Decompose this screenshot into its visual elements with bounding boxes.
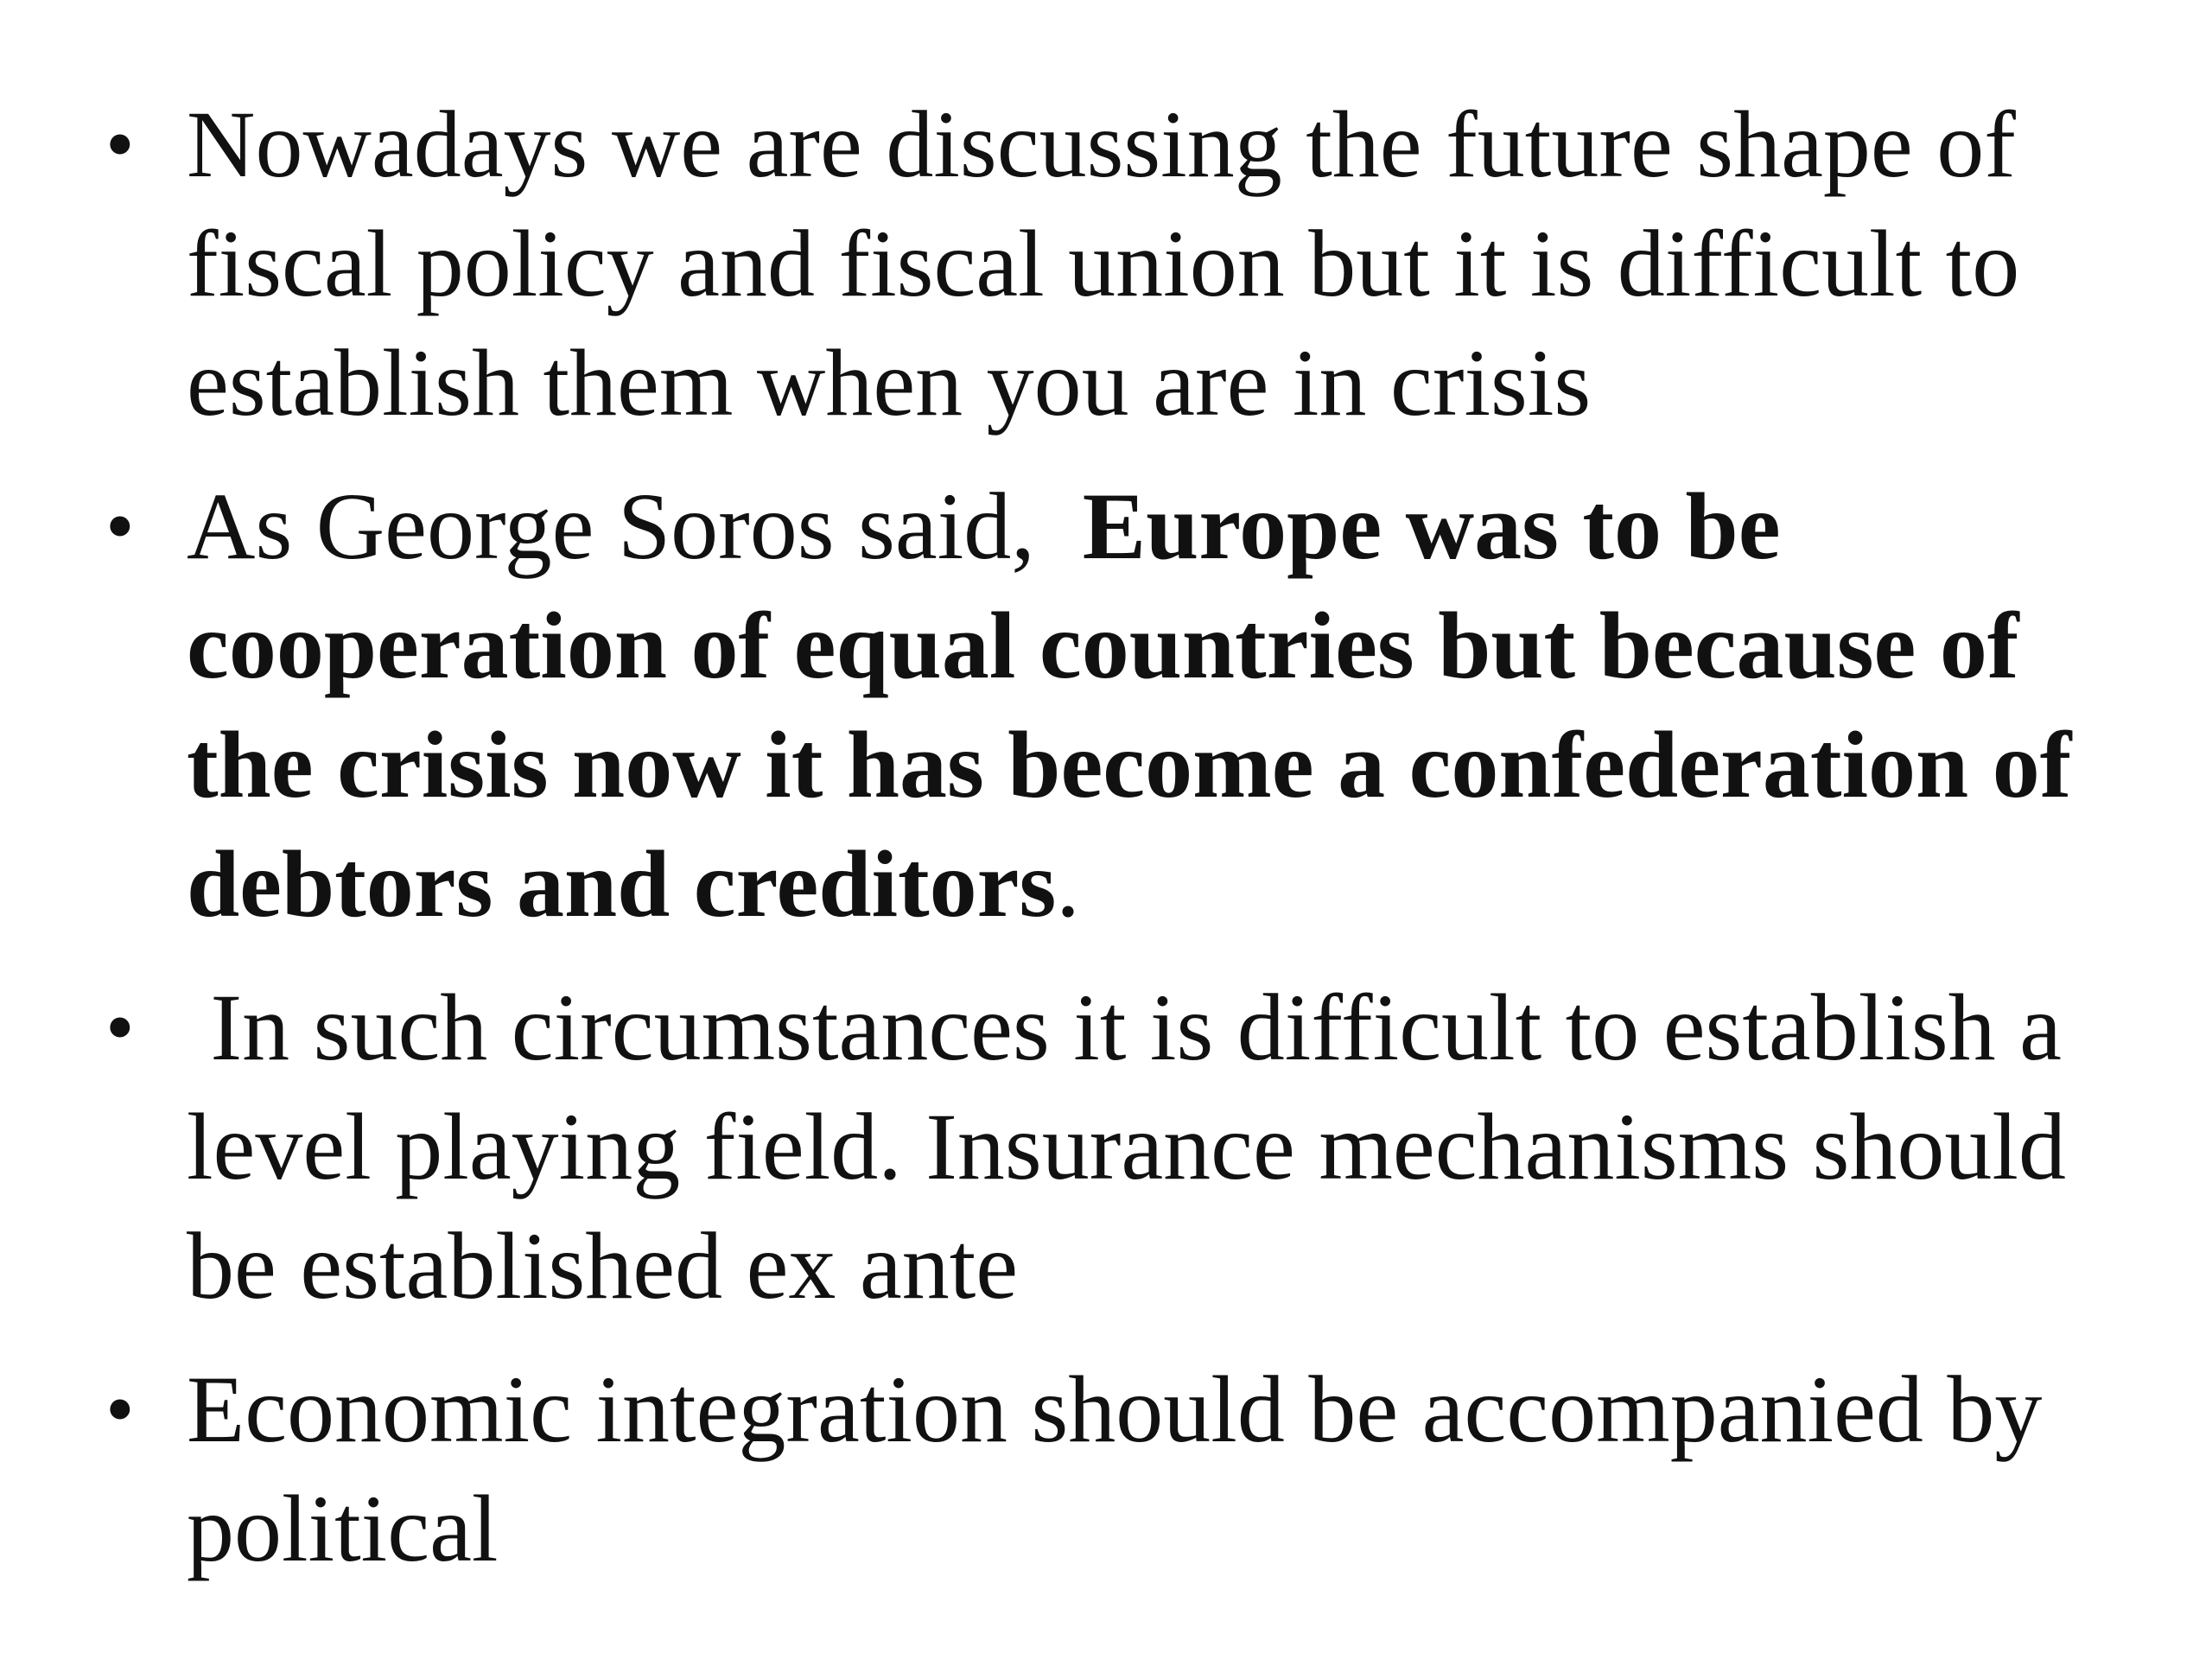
bullet-marker: • <box>105 480 135 572</box>
bullet-text: Economic integration should be accompanied by political <box>187 1357 2043 1581</box>
bullet-marker: • <box>105 1363 135 1455</box>
bullet-marker: • <box>105 981 135 1073</box>
bullet-text: As George Soros said, <box>187 474 1083 579</box>
bullet-bold-quote: Europe was to be cooperation of equal countries but because of the crisis now it has become a confederation of debtors and creditors <box>187 474 2072 937</box>
bullet-text: In such circumstances it is difficult to establish a level playing field. Insurance mechanisms should be established ex ante <box>187 975 2090 1319</box>
bullet-item-fiscal-policy <box>93 85 2150 442</box>
bullet-text-end: . <box>1056 831 1080 937</box>
bullet-marker: • <box>105 98 135 190</box>
bullet-item-level-playing-field <box>93 968 2150 1325</box>
bullet-item-economic-integration <box>93 1350 2150 1588</box>
bullet-list <box>93 85 2150 1588</box>
bullet-text: Nowadays we are discussing the future shape of fiscal policy and fiscal union but it is difficult to establish them when you are in crisis <box>187 92 2020 435</box>
bullet-item-soros-quote <box>93 467 2150 944</box>
